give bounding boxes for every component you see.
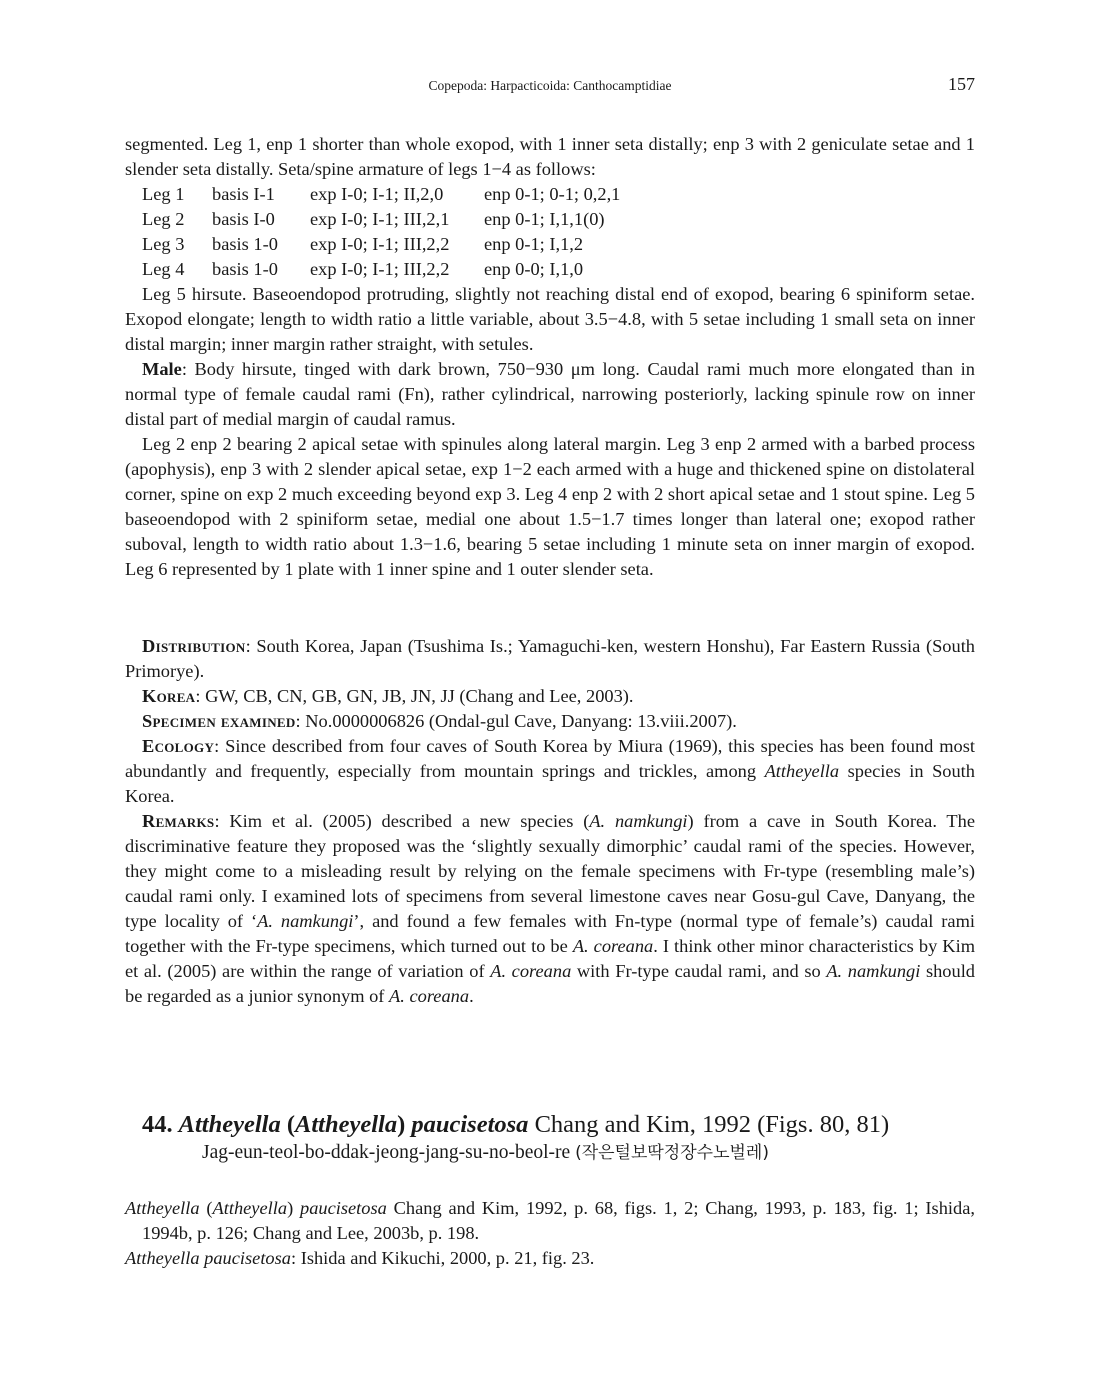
- remarks-species-5: A. namkungi: [826, 961, 921, 981]
- cell-exp: exp I-0; I-1; II,2,0: [310, 184, 444, 204]
- remarks-species-1: A. namkungi: [589, 811, 688, 831]
- korean-name: (작은털보딱정장수노벌레): [575, 1143, 769, 1163]
- remarks-text-7: .: [469, 986, 474, 1006]
- species-title: 44. Attheyella (Attheyella) paucisetosa Chang and Kim, 1992 (Figs. 80, 81): [142, 1111, 890, 1138]
- intro-paragraph: segmented. Leg 1, enp 1 shorter than whole exopod, with 1 inner seta distally; enp 3 with 2 geniculate setae and 1 slender seta distally. Seta/spine armature of legs 1−4 as follows:: [125, 134, 975, 179]
- synonymy-name: Attheyella paucisetosa: [125, 1248, 291, 1268]
- specimen-paragraph: [125, 709, 975, 734]
- specimen-text: : No.0000006826 (Ondal-gul Cave, Danyang: 13.viii.2007).: [295, 711, 737, 731]
- distribution-paragraph: [125, 634, 975, 684]
- species-number: 44.: [142, 1111, 173, 1138]
- ecology-label: Ecology: [142, 736, 215, 756]
- romanized-name: Jag-eun-teol-bo-ddak-jeong-jang-su-no-beol-re: [202, 1142, 576, 1163]
- synonymy-entry: [125, 1246, 975, 1271]
- species-epithet: paucisetosa: [411, 1111, 529, 1138]
- species-genus: Attheyella: [178, 1111, 281, 1138]
- distribution-label: Distribution: [142, 636, 246, 656]
- korea-text: : GW, CB, CN, GB, GN, JB, JN, JJ (Chang and Lee, 2003).: [195, 686, 634, 706]
- synonymy-section: [125, 1196, 975, 1271]
- cell-leg: Leg 4: [142, 259, 185, 279]
- remarks-label: Remarks: [142, 811, 215, 831]
- synonymy-text: Chang and Kim, 1992, p. 68, figs. 1, 2; Chang, 1993, p. 183, fig. 1; Ishida, 1994b, p. 126; Chang and Lee, 2003b, p. 198.: [142, 1198, 975, 1243]
- remarks-text-4: . I think other minor characteristics by Kim et al. (2005) are within the range of variation of: [125, 936, 975, 981]
- cell-enp: enp 0-1; 0-1; 0,2,1: [484, 184, 621, 204]
- male-label: Male: [142, 359, 182, 379]
- cell-enp: enp 0-1; I,1,1(0): [484, 209, 605, 229]
- species-heading: [142, 1110, 975, 1166]
- cell-exp: exp I-0; I-1; III,2,2: [310, 259, 450, 279]
- male-legs-paragraph: Leg 2 enp 2 bearing 2 apical setae with spinules along lateral margin. Leg 3 enp 2 armed with a barbed process (apophysis), enp 3 with 2 slender apical setae, exp 1−2 each armed with a huge and thickened spine on distolateral corner, spine on exp 2 much exceeding beyond exp 3. Leg 4 enp 2 with 2 short apical setae and 1 stout spine. Leg 5 baseoendopod with 2 spiniform setae, medial one about 1.5−1.7 times longer than lateral one; exopod rather suboval, length to width ratio about 1.3−1.6, bearing 5 setae including 1 minute seta on inner margin of exopod. Leg 6 represented by 1 plate with 1 inner spine and 1 outer slender seta.: [125, 434, 975, 579]
- remarks-text-5: with Fr-type caudal rami, and so: [571, 961, 827, 981]
- male-text: : Body hirsute, tinged with dark brown, 750−930 μm long. Caudal rami much more elongated than in normal type of female caudal rami (Fn), rather cylindrical, narrowing posteriorly, lacking spinule row on inner distal part of medial margin of caudal ramus.: [125, 359, 975, 429]
- ecology-paragraph: [125, 734, 975, 809]
- table-row: [142, 207, 684, 232]
- korea-paragraph: [125, 684, 975, 709]
- table-row: [142, 182, 684, 207]
- records-section: [125, 634, 975, 1009]
- cell-basis: basis I-1: [212, 184, 275, 204]
- table-row: [142, 232, 684, 257]
- synonymy-entry: Attheyella (Attheyella) paucisetosa Chang and Kim, 1992, p. 68, figs. 1, 2; Chang, 1993, p. 183, fig. 1; Ishida, 1994b, p. 126; Chang and Lee, 2003b, p. 198.: [125, 1198, 975, 1243]
- cell-basis: basis I-0: [212, 209, 275, 229]
- remarks-text-6: should be regarded as a junior synonym of: [125, 961, 976, 1006]
- remarks-text-3: ’, and found a few females with Fn-type (normal type of female’s) caudal rami together with the Fr-type specimens, which turned out to be: [125, 911, 975, 956]
- species-authority: Chang and Kim, 1992 (Figs. 80, 81): [528, 1111, 890, 1138]
- cell-basis: basis 1-0: [212, 259, 278, 279]
- species-subgenus: Attheyella: [295, 1111, 398, 1138]
- synonymy-subgenus: Attheyella: [212, 1198, 288, 1218]
- cell-leg: Leg 3: [142, 234, 185, 254]
- korean-name-line: [142, 1140, 975, 1166]
- male-paragraph: [125, 357, 975, 432]
- cell-leg: Leg 1: [142, 184, 185, 204]
- synonymy-genus: Attheyella: [125, 1198, 200, 1218]
- remarks-species-6: A. coreana: [389, 986, 470, 1006]
- description-section: [125, 132, 975, 582]
- cell-exp: exp I-0; I-1; III,2,1: [310, 209, 450, 229]
- table-row: [142, 257, 684, 282]
- cell-enp: enp 0-1; I,1,2: [484, 234, 584, 254]
- ecology-genus: Attheyella: [764, 761, 840, 781]
- synonymy-epithet: paucisetosa: [300, 1198, 387, 1218]
- ecology-text: : Since described from four caves of South Korea by Miura (1969), this species has been found most abundantly and frequently, especially from mountain springs and trickles, among: [125, 736, 975, 781]
- leg5-paragraph: Leg 5 hirsute. Baseoendopod protruding, slightly not reaching distal end of exopod, bearing 6 spiniform setae. Exopod elongate; length to width ratio a little variable, about 3.5−4.8, with 5 setae including 1 small seta on inner distal margin; inner margin rather straight, with setules.: [125, 284, 975, 354]
- remarks-text-1: : Kim et al. (2005) described a new species (: [214, 811, 590, 831]
- remarks-species-4: A. coreana: [490, 961, 572, 981]
- remarks-paragraph: [125, 809, 975, 1009]
- distribution-text: : South Korea, Japan (Tsushima Is.; Yamaguchi-ken, western Honshu), Far Eastern Russia (South Primorye).: [125, 636, 975, 681]
- running-title: Copepoda: Harpacticoida: Canthocamptidiae: [428, 78, 672, 93]
- remarks-text-2: ) from a cave in South Korea. The discriminative feature they proposed was the ‘slightly sexually dimorphic’ caudal rami of the species. However, they might come to a misleading result by relying on the female specimens with Fr-type (resembling male’s) caudal rami only. I examined lots of specimens from several limestone caves near Gosu-gul Cave, Danyang, the type locality of ‘: [125, 811, 975, 931]
- remarks-species-3: A. coreana: [572, 936, 654, 956]
- cell-basis: basis 1-0: [212, 234, 278, 254]
- synonymy-text: : Ishida and Kikuchi, 2000, p. 21, fig. 23.: [290, 1248, 595, 1268]
- specimen-label: Specimen examined: [142, 711, 296, 731]
- cell-exp: exp I-0; I-1; III,2,2: [310, 234, 450, 254]
- cell-leg: Leg 2: [142, 209, 185, 229]
- setal-formula-table: [142, 182, 684, 282]
- page-number: 157: [948, 74, 975, 94]
- running-head: [125, 76, 975, 96]
- cell-enp: enp 0-0; I,1,0: [484, 259, 584, 279]
- remarks-species-2: A. namkungi: [257, 911, 354, 931]
- korea-label: Korea: [142, 686, 196, 706]
- ecology-tail: species in South Korea.: [125, 761, 975, 806]
